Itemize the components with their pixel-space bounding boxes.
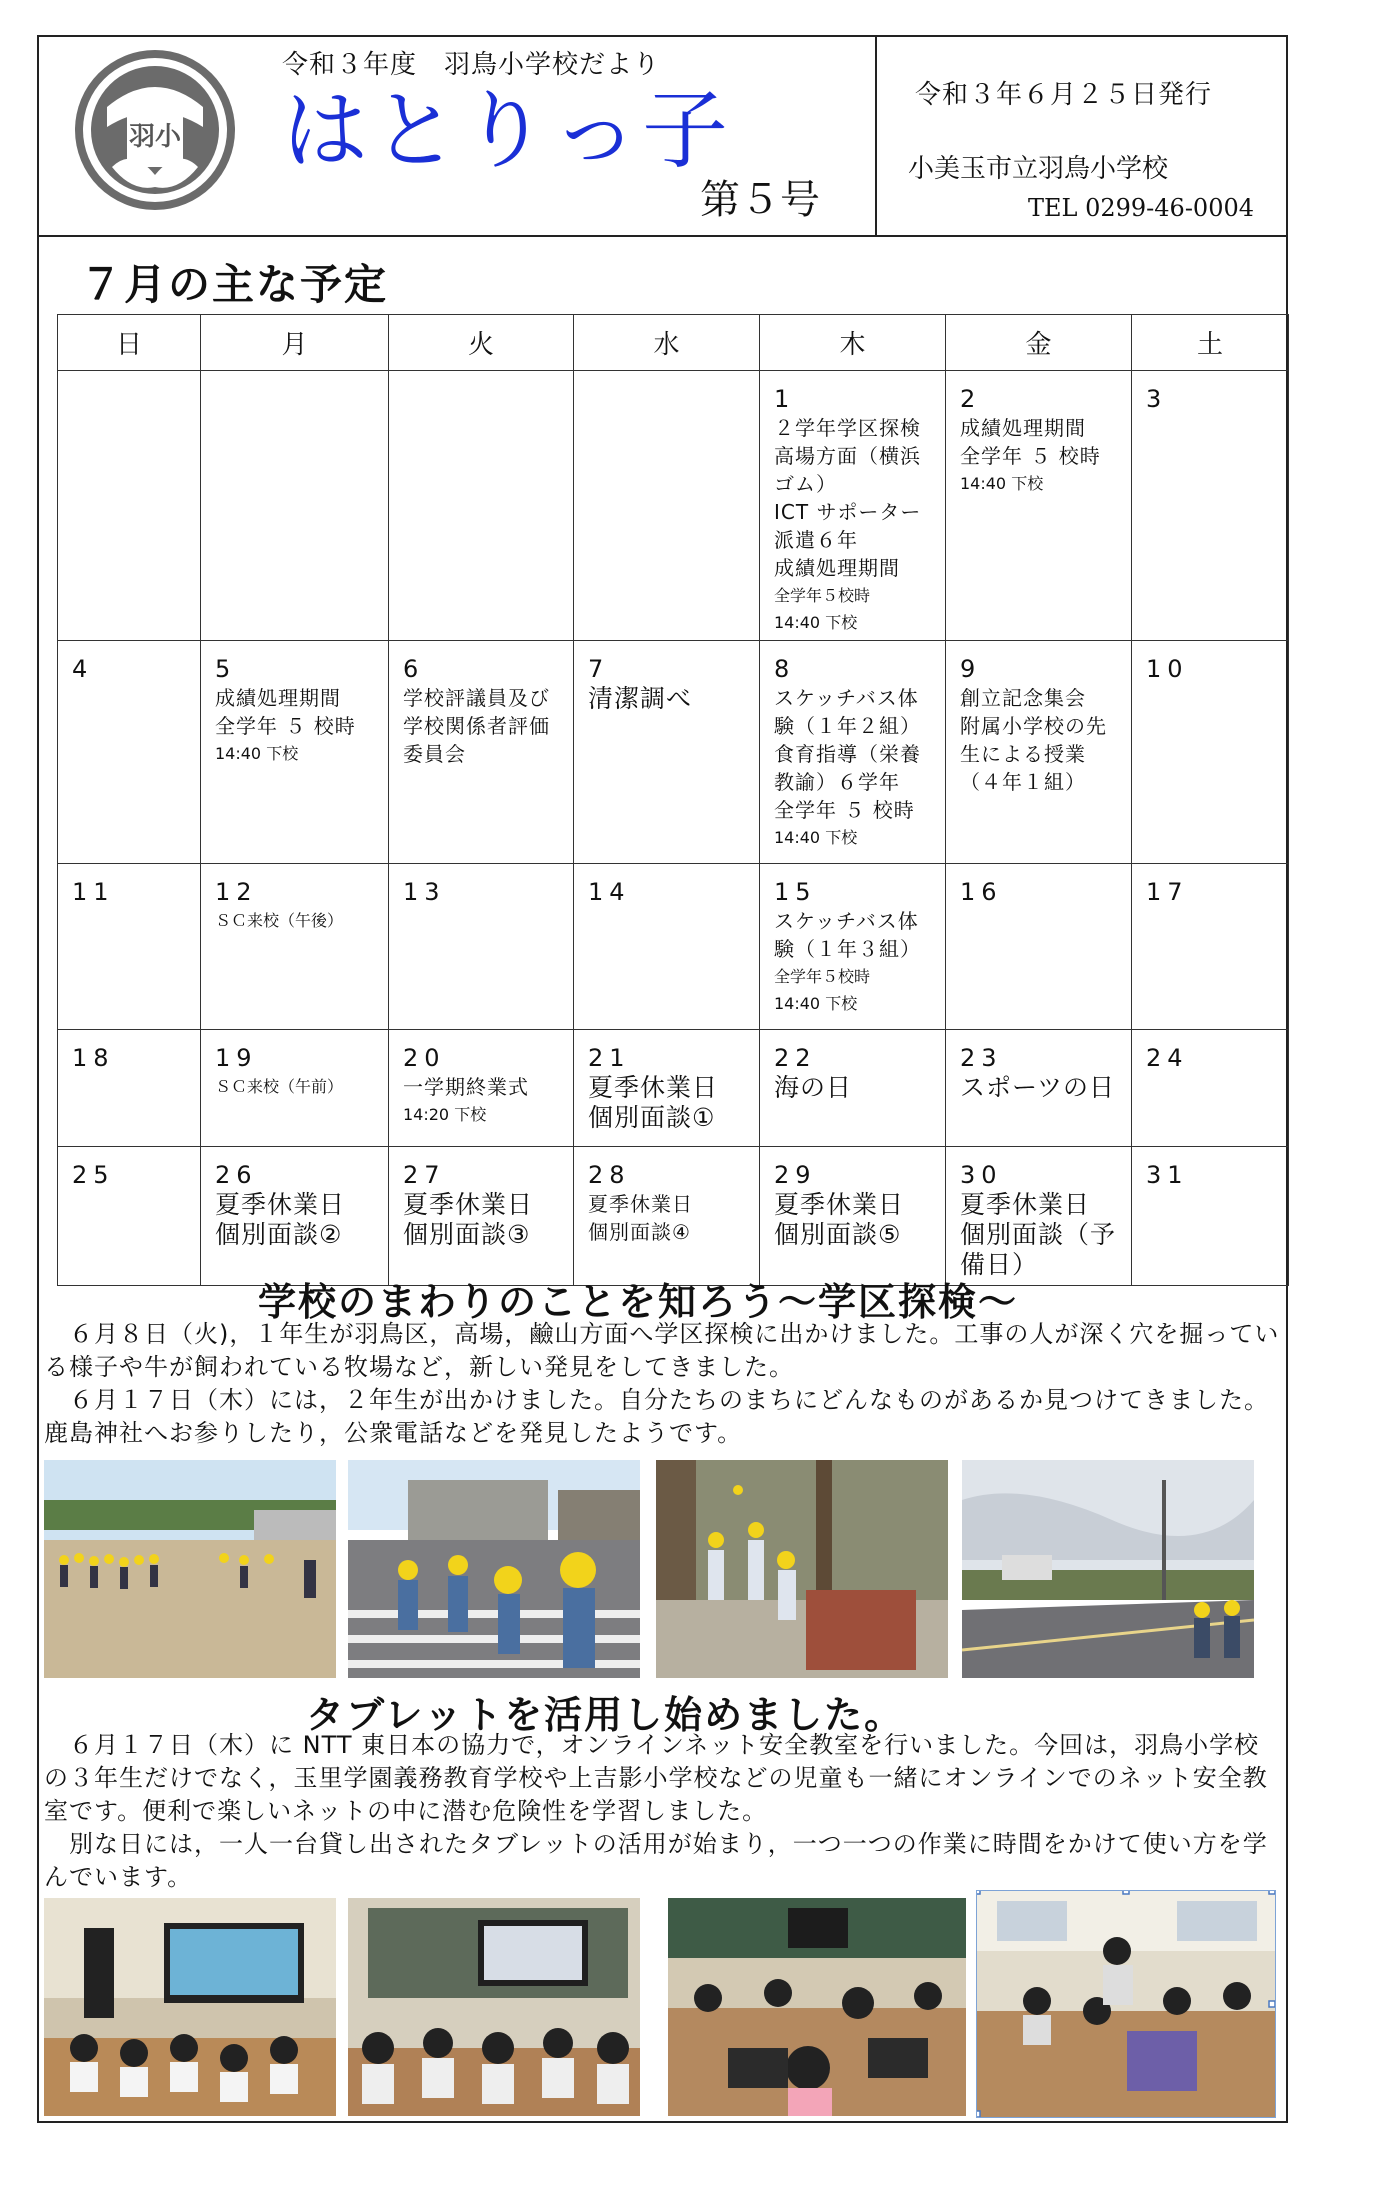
- weekday-header: 水: [574, 315, 760, 371]
- calendar-week-row: [58, 641, 1289, 864]
- calendar-day-number: 1: [774, 385, 796, 413]
- calendar-event: 個別面談（予備日）: [960, 1219, 1117, 1279]
- article-exploration-paragraph-1: ６月８日（火)，１年生が羽鳥区，高場，鹼山方面へ学区探検に出かけました。工事の人が深く穴を掘っている様子や牛が飼われている牧場など，新しい発見をしてきました。: [44, 1320, 1280, 1381]
- calendar-day-cell: [201, 371, 389, 641]
- calendar-day-cell: [389, 641, 574, 864]
- calendar-event: 夏季休業日: [588, 1072, 719, 1102]
- calendar-event: 個別面談②: [215, 1219, 343, 1249]
- calendar-day-cell: [58, 1030, 201, 1147]
- issue-number: 第５号: [700, 177, 820, 223]
- calendar-day-number: 29: [774, 1161, 817, 1190]
- article-exploration-title: 学校のまわりのことを知ろう～学区探検～: [258, 1280, 1019, 1324]
- calendar-event: 全学年５校時: [774, 585, 871, 605]
- weekday-header: 金: [946, 315, 1132, 371]
- calendar-day-number: 15: [774, 878, 817, 907]
- calendar-day-cell: [201, 1147, 389, 1286]
- calendar-day-cell: [201, 641, 389, 864]
- calendar-day-cell: [1132, 371, 1289, 641]
- calendar-day-cell: [574, 1147, 760, 1286]
- calendar-event: 個別面談④: [588, 1219, 691, 1244]
- calendar-day-cell: [389, 1030, 574, 1147]
- calendar-event: 学校評議員及び学校関係者評価委員会: [403, 685, 550, 766]
- calendar-day-cell: [1132, 864, 1289, 1030]
- calendar-day-number: 4: [72, 655, 94, 684]
- calendar-day-cell: [946, 1147, 1132, 1286]
- calendar-day-cell: [574, 641, 760, 864]
- calendar-day-number: 17: [1146, 878, 1189, 907]
- calendar-event: 14:20 下校: [403, 1104, 487, 1124]
- calendar-day-cell: [389, 371, 574, 641]
- newsletter-title: はとりっ子: [282, 81, 732, 181]
- calendar-day-number: 23: [960, 1044, 1003, 1073]
- calendar-event: 附属小学校の先生による授業（４年１組）: [960, 713, 1107, 794]
- calendar-day-number: 20: [403, 1044, 446, 1073]
- seal-text: 羽小: [128, 122, 182, 152]
- calendar-day-cell: [760, 371, 946, 641]
- article-exploration-paragraph-2: ６月１７日（木）には，２年生が出かけました。自分たちのまちにどんなものがあるか見つけてきました。鹿島神社へお参りしたり，公衆電話などを発見したようです。: [44, 1386, 1269, 1447]
- weekday-header: 月: [201, 315, 389, 371]
- calendar-day-number: 13: [403, 878, 446, 907]
- calendar-event: 個別面談①: [588, 1102, 716, 1132]
- calendar-week-row: [58, 1030, 1289, 1147]
- calendar-day-number: 24: [1146, 1044, 1189, 1073]
- calendar-day-cell: [574, 1030, 760, 1147]
- calendar-day-number: 7: [588, 655, 610, 684]
- calendar-event: ICT サポーター派遣６年: [774, 499, 922, 552]
- newsletter-subtitle: 令和３年度 羽鳥小学校だより: [282, 50, 661, 80]
- calendar-event: 全学年 ５ 校時: [960, 443, 1101, 468]
- calendar-event: 14:40 下校: [774, 827, 858, 847]
- calendar-day-number: 19: [215, 1044, 258, 1073]
- calendar-day-cell: [58, 641, 201, 864]
- calendar-day-cell: [1132, 641, 1289, 864]
- calendar-event: スポーツの日: [960, 1072, 1116, 1102]
- calendar-event: 14:40 下校: [215, 743, 299, 763]
- article-tablet-paragraph-2: 別な日には，一人一台貸し出されたタブレットの活用が始まり，一つ一つの作業に時間をかけて使い方を学んでいます。: [44, 1830, 1268, 1891]
- calendar-day-cell: [760, 1147, 946, 1286]
- calendar-day-number: 9: [960, 655, 982, 684]
- calendar-event: 創立記念集会: [960, 685, 1086, 710]
- calendar-event: 14:40 下校: [960, 473, 1044, 493]
- calendar-event: 個別面談⑤: [774, 1219, 902, 1249]
- photo-crosswalk-walk: [348, 1460, 640, 1678]
- header-divider: [875, 35, 877, 235]
- issued-date: 令和３年６月２５日発行: [915, 80, 1213, 110]
- calendar-event: 成績処理期間: [960, 415, 1086, 440]
- calendar-day-number: 11: [72, 878, 115, 907]
- calendar-day-number: 14: [588, 878, 631, 907]
- calendar-day-cell: [1132, 1147, 1289, 1286]
- photo-class-watching-screen: [348, 1898, 640, 2116]
- calendar-weekday-row: [58, 315, 1289, 371]
- calendar-event: 清潔調べ: [588, 683, 693, 713]
- calendar-day-number: 30: [960, 1161, 1003, 1190]
- calendar-event: 海の日: [774, 1072, 853, 1102]
- calendar-event: 14:40 下校: [774, 612, 858, 632]
- calendar-day-number: 25: [72, 1161, 115, 1190]
- calendar-day-cell: [946, 1030, 1132, 1147]
- calendar-day-number: 27: [403, 1161, 446, 1190]
- calendar-day-number: 12: [215, 878, 258, 907]
- calendar-day-cell: [58, 864, 201, 1030]
- article-tablet-title: タブレットを活用し始めました。: [306, 1693, 905, 1737]
- school-name: 小美玉市立羽鳥小学校: [908, 154, 1169, 184]
- calendar-day-number: 8: [774, 655, 796, 684]
- weekday-header: 土: [1132, 315, 1289, 371]
- calendar-event: 一学期終業式: [403, 1074, 529, 1099]
- calendar-day-number: 3: [1146, 385, 1168, 413]
- calendar-day-number: 22: [774, 1044, 817, 1073]
- calendar-event: 14:40 下校: [774, 994, 858, 1014]
- weekday-header: 火: [389, 315, 574, 371]
- calendar-event: スケッチバス体験（１年２組）: [774, 685, 921, 738]
- calendar-day-cell: [58, 371, 201, 641]
- calendar-event: 全学年 ５ 校時: [774, 797, 915, 822]
- photo-shrine-visit: [656, 1460, 948, 1678]
- calendar-day-number: 10: [1146, 655, 1189, 684]
- calendar-day-cell: [946, 371, 1132, 641]
- calendar-week-row: [58, 864, 1289, 1030]
- photo-teacher-helping-students: [976, 1890, 1276, 2118]
- photo-first-graders-schoolyard: [44, 1460, 336, 1678]
- calendar-event: ＳＣ来校（午前）: [215, 1076, 344, 1096]
- calendar-day-cell: [760, 641, 946, 864]
- calendar-day-cell: [946, 641, 1132, 864]
- photo-roadside-walk: [962, 1460, 1254, 1678]
- calendar-day-cell: [760, 1030, 946, 1147]
- calendar-day-cell: [574, 864, 760, 1030]
- calendar-event: 個別面談③: [403, 1219, 531, 1249]
- july-calendar: [57, 314, 1289, 1286]
- calendar-day-number: 5: [215, 655, 237, 684]
- schedule-title: ７月の主な予定: [80, 260, 389, 309]
- calendar-day-number: 26: [215, 1161, 258, 1190]
- calendar-event: 成績処理期間: [774, 555, 900, 580]
- calendar-week-row: [58, 371, 1289, 641]
- calendar-event: 全学年５校時: [774, 966, 871, 986]
- weekday-header: 日: [58, 315, 201, 371]
- calendar-day-number: 31: [1146, 1161, 1189, 1190]
- calendar-day-number: 28: [588, 1161, 631, 1190]
- calendar-day-cell: [946, 864, 1132, 1030]
- calendar-event: 夏季休業日: [960, 1189, 1091, 1219]
- calendar-event: 夏季休業日: [215, 1189, 346, 1219]
- calendar-event: 全学年 ５ 校時: [215, 713, 356, 738]
- calendar-week-row: [58, 1147, 1289, 1286]
- calendar-event: 夏季休業日: [588, 1191, 693, 1216]
- calendar-event: 食育指導（栄養教諭）６学年: [774, 741, 921, 794]
- calendar-event: 夏季休業日: [774, 1189, 905, 1219]
- calendar-event: 成績処理期間: [215, 685, 341, 710]
- article-tablet-paragraph-1: ６月１７日（木）に NTT 東日本の協力で，オンラインネット安全教室を行いました。今回は，羽鳥小学校の３年生だけでなく，玉里学園義務教育学校や上吉影小学校などの児童も一緒にオンラインでのネット安全教室です。便利で楽しいネットの中に潜む危険性を学習しました。: [44, 1731, 1268, 1825]
- school-seal-logo: [72, 47, 238, 213]
- calendar-day-number: 18: [72, 1044, 115, 1073]
- calendar-day-number: 16: [960, 878, 1003, 907]
- calendar-day-cell: [58, 1147, 201, 1286]
- calendar-day-number: 2: [960, 385, 982, 413]
- calendar-event: ２学年学区探検高場方面（横浜ゴム）: [774, 415, 921, 496]
- calendar-day-cell: [201, 1030, 389, 1147]
- photo-students-with-tablets: [668, 1898, 966, 2116]
- calendar-day-number: 21: [588, 1044, 631, 1073]
- photo-online-class-screen: [44, 1898, 336, 2116]
- calendar-event: スケッチバス体験（１年３組）: [774, 908, 921, 961]
- school-tel: TEL 0299-46-0004: [1028, 194, 1255, 222]
- calendar-day-cell: [1132, 1030, 1289, 1147]
- calendar-day-cell: [574, 371, 760, 641]
- calendar-day-cell: [389, 1147, 574, 1286]
- calendar-day-number: 6: [403, 655, 425, 684]
- calendar-day-cell: [201, 864, 389, 1030]
- calendar-event: 夏季休業日: [403, 1189, 534, 1219]
- calendar-day-cell: [389, 864, 574, 1030]
- calendar-day-cell: [760, 864, 946, 1030]
- calendar-event: ＳＣ来校（午後）: [215, 910, 344, 930]
- weekday-header: 木: [760, 315, 946, 371]
